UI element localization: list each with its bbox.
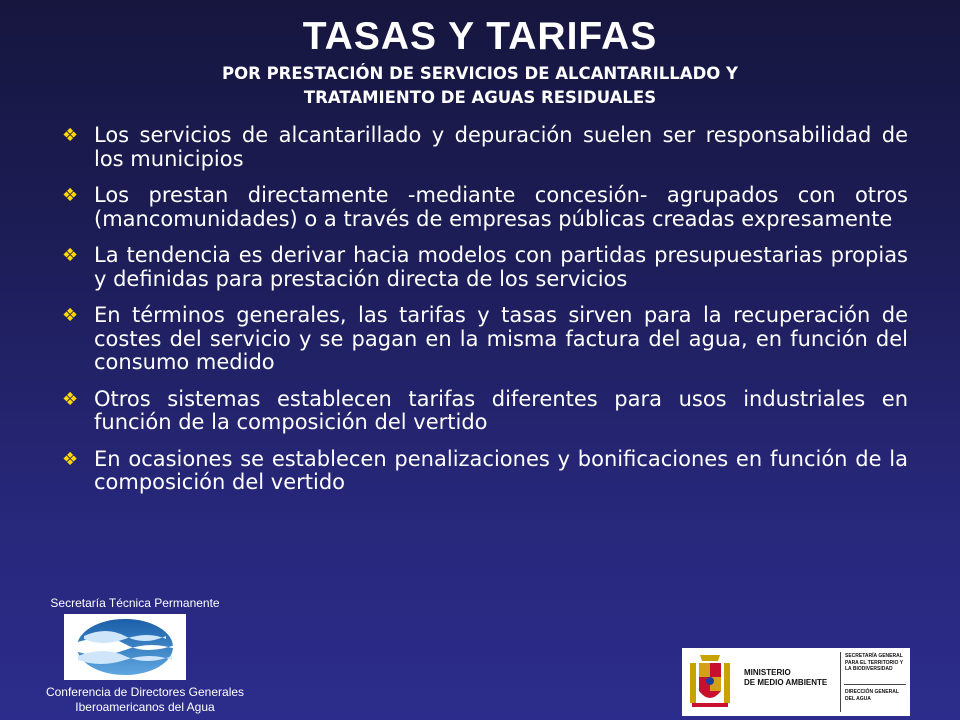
- diamond-bullet-icon: ❖: [62, 388, 79, 410]
- bullet-text: Otros sistemas establecen tarifas diferentes para usos industriales en función de la composición del vertido: [94, 386, 908, 434]
- subtitle-line-1: POR PRESTACIÓN DE SERVICIOS DE ALCANTARILLADO Y: [222, 64, 738, 83]
- ministry-name: [744, 668, 844, 688]
- org-name-bottom: [20, 685, 270, 715]
- slide-subtitle: [120, 62, 840, 110]
- ministry-divider-horizontal: [844, 684, 906, 685]
- ministry-divider: [840, 652, 841, 712]
- org-name-bottom-line-1: Conferencia de Directores Generales: [45, 685, 245, 699]
- org-name-bottom-line-2: Iberoamericanos del Agua: [75, 700, 215, 714]
- bullet-text: En ocasiones se establecen penalizaciones y bonificaciones en función de la composición del vertido: [94, 446, 908, 494]
- spain-coat-of-arms-icon: [688, 651, 732, 713]
- ministry-direccion: [845, 689, 907, 702]
- ministry-name-line-1: MINISTERIO: [744, 668, 791, 677]
- subtitle-line-2: TRATAMIENTO DE AGUAS RESIDUALES: [303, 88, 657, 107]
- bullet-item: [62, 124, 908, 171]
- diamond-bullet-icon: ❖: [62, 448, 79, 470]
- bullet-list: [62, 124, 908, 508]
- bullet-text: Los servicios de alcantarillado y depuración suelen ser responsabilidad de los municipios: [94, 123, 908, 171]
- ministry-logo: [682, 648, 910, 716]
- diamond-bullet-icon: ❖: [62, 305, 79, 326]
- bullet-item: [62, 244, 908, 291]
- bullet-item: [62, 304, 908, 375]
- ministry-name-line-2: DE MEDIO AMBIENTE: [744, 678, 828, 687]
- direccion-line-2: DEL AGUA: [845, 695, 871, 702]
- bullet-item: [62, 388, 908, 435]
- bullet-text: En términos generales, las tarifas y tasas sirven para la recuperación de costes del servicio y se pagan en la misma factura del agua, en función del consumo medido: [94, 303, 908, 374]
- secretaria-line-1: SECRETARÍA GENERAL: [845, 653, 903, 659]
- ministry-secretaria: [845, 653, 907, 673]
- diamond-bullet-icon: ❖: [62, 185, 79, 206]
- secretaria-line-2: PARA EL TERRITORIO Y: [845, 659, 904, 666]
- slide-title: TASAS Y TARIFAS: [302, 15, 658, 58]
- diamond-bullet-icon: ❖: [62, 125, 79, 146]
- bullet-text: La tendencia es derivar hacia modelos con partidas presupuestarias propias y definidas para prestación directa de los servicios: [94, 243, 908, 291]
- direccion-line-1: DIRECCIÓN GENERAL: [845, 689, 899, 695]
- org-name-top: Secretaría Técnica Permanente: [50, 596, 220, 610]
- diamond-bullet-icon: ❖: [62, 245, 79, 266]
- bullet-text: Los prestan directamente -mediante concesión- agrupados con otros (mancomunidades) o a través de empresas públicas creadas expresamente: [94, 183, 908, 231]
- water-wave-logo-icon: [64, 614, 186, 680]
- bullet-item: [62, 184, 908, 231]
- bullet-item: [62, 448, 908, 495]
- secretaria-line-3: LA BIODIVERSIDAD: [845, 666, 893, 672]
